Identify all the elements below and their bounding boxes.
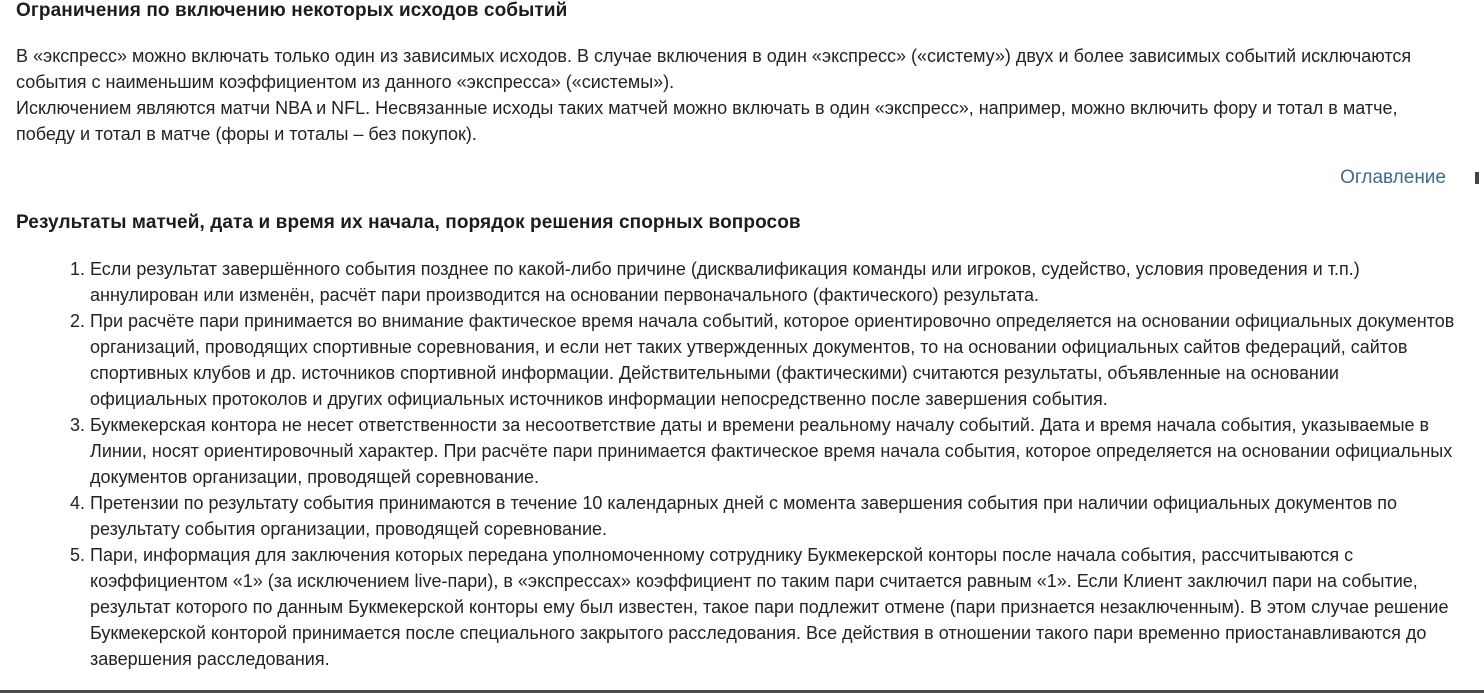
restrictions-paragraph-2: Исключением являются матчи NBA и NFL. Несвязанные исходы таких матчей можно включать в один «экспресс», например, можно включить фору и тотал в матче, победу и тотал в матче (форы и тоталы – без покупок). — [16, 98, 1398, 144]
list-item: 1. Если результат завершённого события позднее по какой-либо причине (дисквалификация команды или игроков, судейство, условия проведения и т.п.) аннулирован или изменён, расчёт пари производится на основании первоначального (фактического) результата. — [90, 256, 1456, 308]
restrictions-paragraph-1: В «экспресс» можно включать только один из зависимых исходов. В случае включения в один «экспресс» («систему») двух и более зависимых событий исключаются события с наименьшим коэффициентом из данного «экспресса» («системы»). — [16, 46, 1412, 92]
table-of-contents-link[interactable]: Оглавление — [1340, 167, 1446, 188]
list-item: 5. Пари, информация для заключения которых передана уполномоченному сотруднику Букмекерской конторы после начала события, рассчитываются с коэффициентом «1» (за исключением live-пари), в «экспрессах» коэффициент по таким пари считается равным «1». Если Клиент заключил пари на событие, результат которого по данным Букмекерской конторы ему был известен, такое пари подлежит отмене (пари признается незаключенным). В этом случае решение Букмекерской конторой принимается после специального закрытого расследования. Все действия в отношении такого пари временно приостанавливаются до завершения расследования. — [90, 542, 1456, 672]
list-item: 2. При расчёте пари принимается во внимание фактическое время начала событий, которое ориентировочно определяется на основании официальных документов организаций, проводящих спортивные соревнования, и если нет таких утвержденных документов, то на основании официальных сайтов федераций, сайтов спортивных клубов и др. источников спортивной информации. Действительными (фактическими) считаются результаты, объявленные на основании официальных протоколов и других официальных источников информации непосредственно после завершения события. — [90, 308, 1456, 412]
section-body-restrictions — [16, 43, 1456, 147]
list-item: 4. Претензии по результату события принимаются в течение 10 календарных дней с момента завершения события при наличии официальных документов по результату события организации, проводящей соревнование. — [90, 490, 1456, 542]
section-heading-results: Результаты матчей, дата и время их начала, порядок решения спорных вопросов — [16, 212, 801, 233]
section-heading-restrictions: Ограничения по включению некоторых исходов событий — [16, 0, 568, 21]
results-rules-list — [16, 256, 1456, 672]
scrollbar-marker[interactable] — [1475, 172, 1479, 184]
list-item: 3. Букмекерская контора не несет ответственности за несоответствие даты и времени реальному началу событий. Дата и время начала события, указываемые в Линии, носят ориентировочный характер. При расчёте пари принимается фактическое время начала события, которое определяется на основании официальных документов организации, проводящей соревнование. — [90, 412, 1456, 490]
